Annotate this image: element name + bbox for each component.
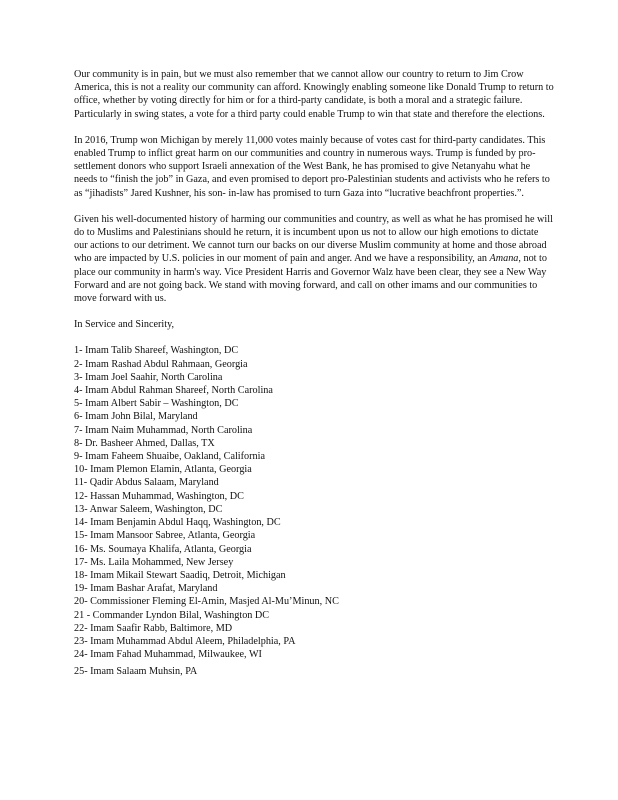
closing-line: In Service and Sincerity, bbox=[74, 319, 175, 331]
signatory-item: 13- Anwar Saleem, Washington, DC bbox=[74, 503, 223, 515]
signatory-item: 5- Imam Albert Sabir – Washington, DC bbox=[74, 398, 239, 410]
signatory-item: 18- Imam Mikail Stewart Saadiq, Detroit, Michigan bbox=[74, 569, 286, 581]
signatory-item: 24- Imam Fahad Muhammad, Milwaukee, WI bbox=[74, 649, 262, 661]
signatory-item: 8- Dr. Basheer Ahmed, Dallas, TX bbox=[74, 437, 215, 449]
signatory-item: 3- Imam Joel Saahir, North Carolina bbox=[74, 371, 223, 383]
signatory-item: 10- Imam Plemon Elamin, Atlanta, Georgia bbox=[74, 464, 252, 476]
signatory-list bbox=[74, 344, 554, 678]
signatory-item: 19- Imam Bashar Arafat, Maryland bbox=[74, 583, 218, 595]
paragraph-3-after: , not to place our community in harm's way. Vice President Harris and Governor Walz have been clear, they see a New Way Forward and are not going back. We stand with moving forward, and call on other imams and our communities to move forward with us. bbox=[74, 253, 547, 305]
signatory-item: 16- Ms. Soumaya Khalifa, Atlanta, Georgia bbox=[74, 543, 252, 555]
paragraph-3 bbox=[74, 213, 554, 305]
signatory-item: 6- Imam John Bilal, Maryland bbox=[74, 411, 198, 423]
signatory-item: 14- Imam Benjamin Abdul Haqq, Washington, DC bbox=[74, 517, 281, 529]
signatory-item: 15- Imam Mansoor Sabree, Atlanta, Georgia bbox=[74, 530, 256, 542]
paragraph-3-before: Given his well-documented history of harming our communities and country, as well as what he has promised he will do to Muslims and Palestinians should he return, it is incumbent upon us not to allow our high emotions to dictate our actions to our detriment. We cannot turn our backs on our diverse Muslim community at home and those abroad who are impacted by U.S. policies in our moment of pain and anger. And we have a responsibility, an bbox=[74, 213, 553, 265]
signatory-item: 21 - Commander Lyndon Bilal, Washington DC bbox=[74, 609, 270, 621]
signatory-item: 20- Commissioner Fleming El-Amin, Masjed Al-Mu’Minun, NC bbox=[74, 596, 339, 608]
signatory-item: 17- Ms. Laila Mohammed, New Jersey bbox=[74, 556, 234, 568]
signatory-item: 12- Hassan Muhammad, Washington, DC bbox=[74, 490, 244, 502]
signatory-item: 2- Imam Rashad Abdul Rahmaan, Georgia bbox=[74, 358, 248, 370]
signatory-item: 22- Imam Saafir Rabb, Baltimore, MD bbox=[74, 622, 233, 634]
signatory-item: 7- Imam Naim Muhammad, North Carolina bbox=[74, 424, 253, 436]
signatory-item: 23- Imam Muhammad Abdul Aleem, Philadelphia, PA bbox=[74, 635, 296, 647]
paragraph-2: In 2016, Trump won Michigan by merely 11,000 votes mainly because of votes cast for third-party candidates. This enabled Trump to inflict great harm on our communities and country in numerous ways. Trump is funded by pro-settlement donors who support Israeli annexation of the West Bank, he has promised to give Netanyahu what he needs to “finish the job” in Gaza, and even promised to deport pro-Palestinian students and activists who he refers to as “jihadists” Jared Kushner, his son- in-law has promised to turn Gaza into “lucrative beachfront properties.”. bbox=[74, 134, 550, 199]
paragraph-1: Our community is in pain, but we must also remember that we cannot allow our country to return to Jim Crow America, this is not a reality our community can afford. Knowingly enabling someone like Donald Trump to return to office, whether by voting directly for him or for a third-party candidate, is both a moral and a strategic failure. Particularly in swing states, a vote for a third party could enable Trump to win that state and therefore the elections. bbox=[74, 69, 554, 120]
signatory-item: 4- Imam Abdul Rahman Shareef, North Carolina bbox=[74, 385, 273, 397]
paragraph-3-emphasis: Amana bbox=[489, 253, 519, 265]
signatory-item: 1- Imam Talib Shareef, Washington, DC bbox=[74, 345, 239, 357]
letter-page bbox=[74, 68, 554, 679]
signatory-item: 11- Qadir Abdus Salaam, Maryland bbox=[74, 477, 219, 489]
signatory-item: 9- Imam Faheem Shuaibe, Oakland, California bbox=[74, 451, 265, 463]
signatory-item: 25- Imam Salaam Muhsin, PA bbox=[74, 666, 198, 678]
